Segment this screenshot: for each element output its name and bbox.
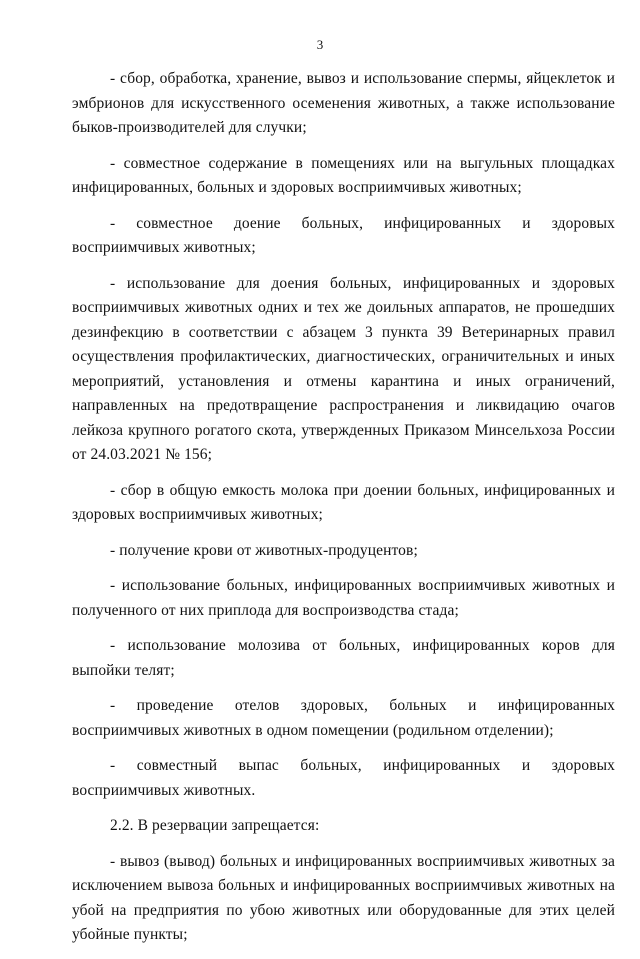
paragraph-colostrum-use: - использование молозива от больных, инфицированных коров для выпойки телят; xyxy=(72,637,615,679)
paragraph-milking-machines: - использование для доения больных, инфицированных и здоровых восприимчивых животных одних и тех же доильных аппаратов, не прошедших дезинфекцию в соответствии с абзацем 3 пункта 39 Ветеринарных правил осуществления профилактических, диагностических, ограничительных и иных мероприятий, установления и отмены карантина и иных ограничений, направленных на предотвращение распространения и ликвидацию очагов лейкоза крупного рогатого скота, утвержденных Приказом Минсельхоза России от 24.03.2021 № 156; xyxy=(72,274,615,463)
paragraph-semen-handling: - сбор, обработка, хранение, вывоз и использование спермы, яйцеклеток и эмбрионов для искусственного осеменения животных, а также использование быков-производителей для случки; xyxy=(72,70,615,136)
section-heading-reservation: 2.2. В резервации запрещается: xyxy=(110,817,320,834)
paragraph-joint-housing: - совместное содержание в помещениях или на выгульных площадках инфицированных, больных и здоровых восприимчивых животных; xyxy=(72,154,615,196)
page-number: 3 xyxy=(316,37,324,52)
paragraph-animal-export: - вывоз (вывод) больных и инфицированных восприимчивых животных за исключением вывоза больных и инфицированных восприимчивых животных на убой на предприятия по убою животных или оборудованные для этих целей убойные пункты; xyxy=(72,852,615,943)
paragraph-joint-milking: - совместное доение больных, инфицированных и здоровых восприимчивых животных; xyxy=(72,214,615,256)
paragraph-milk-collection: - сбор в общую емкость молока при доении больных, инфицированных и здоровых восприимчивых животных; xyxy=(72,481,615,523)
document-body xyxy=(72,67,615,959)
paragraph-joint-grazing: - совместный выпас больных, инфицированных и здоровых восприимчивых животных. xyxy=(72,757,615,799)
paragraph-calving: - проведение отелов здоровых, больных и инфицированных восприимчивых животных в одном помещении (родильном отделении); xyxy=(72,697,615,739)
paragraph-blood-collection: - получение крови от животных-продуцентов; xyxy=(110,541,418,559)
paragraph-herd-reproduction: - использование больных, инфицированных восприимчивых животных и полученного от них приплода для воспроизводства стада; xyxy=(72,577,615,619)
